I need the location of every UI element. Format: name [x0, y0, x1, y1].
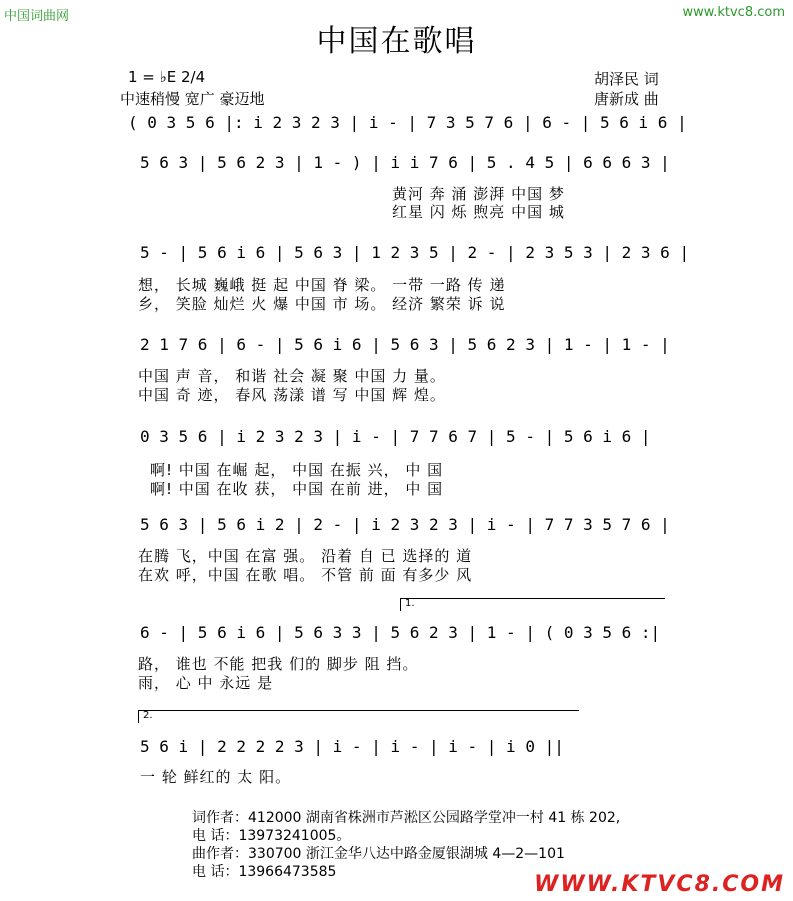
- score-row-3: 5 - | 5 6 i 6 | 5 6 3 | 1 2 3 5 | 2 - | 2 3 5 3 | 2 3 6 |: [140, 243, 690, 262]
- volta-bracket-2: [138, 710, 579, 723]
- lyric-row-3-verse-2: 乡， 笑脸 灿烂 火 爆 中国 市 场。 经济 繁荣 诉 说: [138, 295, 506, 313]
- lyricist-address: 词作者：412000 湖南省株洲市芦淞区公园路学堂冲一村 41 栋 202,: [192, 810, 621, 826]
- score-row-4: 2 1 7 6 | 6 - | 5 6 i 6 | 5 6 3 | 5 6 2 3 | 1 - | 1 - |: [140, 335, 670, 354]
- lyric-row-7-verse-2: 雨， 心 中 永远 是: [138, 674, 274, 692]
- lyric-row-4-verse-2: 中国 奇 迹， 春风 荡漾 谱 写 中国 辉 煌。: [138, 386, 446, 404]
- tempo-marking: 中速稍慢 宽广 豪迈地: [120, 90, 265, 108]
- volta-bracket-1: [400, 598, 665, 611]
- lyric-row-6-verse-1: 在腾 飞，中国 在富 强。 沿着 自 已 选择的 道: [138, 547, 473, 565]
- lyric-row-3-verse-1: 想， 长城 巍峨 挺 起 中国 脊 梁。 一带 一路 传 递: [138, 276, 506, 294]
- composer-address: 曲作者：330700 浙江金华八达中路金厦银湖城 4—2—101: [192, 846, 565, 862]
- composer-credit: 唐新成 曲: [594, 90, 659, 108]
- lyric-row-2-verse-1: 黄河 奔 涌 澎湃 中国 梦: [392, 185, 565, 203]
- lyric-row-5-verse-2: 啊! 中国 在收 获， 中国 在前 进， 中 国: [150, 480, 444, 498]
- site-name-left[interactable]: 中国词曲网: [4, 9, 70, 24]
- lyricist-credit: 胡泽民 词: [594, 70, 659, 88]
- lyric-row-5-verse-1: 啊! 中国 在崛 起， 中国 在振 兴， 中 国: [150, 461, 444, 479]
- composer-phone: 电 话：13966473585: [192, 864, 337, 880]
- volta-2-label: 2.: [143, 710, 153, 721]
- lyric-row-2-verse-2: 红星 闪 烁 煦亮 中国 城: [392, 203, 565, 221]
- score-row-6: 5 6 3 | 5 6 i 2 | 2 - | i 2 3 2 3 | i - | 7 7 3 5 7 6 |: [140, 515, 670, 534]
- lyricist-phone: 电 话：13973241005。: [192, 828, 351, 844]
- score-row-7: 6 - | 5 6 i 6 | 5 6 3 3 | 5 6 2 3 | 1 - | ( 0 3 5 6 :|: [140, 623, 661, 642]
- lyric-row-4-verse-1: 中国 声 音， 和谐 社会 凝 聚 中国 力 量。: [138, 367, 446, 385]
- score-row-5: 0 3 5 6 | i 2 3 2 3 | i - | 7 7 6 7 | 5 - | 5 6 i 6 |: [140, 427, 651, 446]
- song-title: 中国在歌唱: [316, 24, 477, 59]
- lyric-row-8-verse-1: 一 轮 鲜红的 太 阳。: [140, 768, 292, 786]
- site-url-right[interactable]: www.ktvc8.com: [682, 5, 785, 20]
- lyric-row-7-verse-1: 路， 谁也 不能 把我 们的 脚步 阻 挡。: [138, 655, 419, 673]
- key-signature: 1 = ♭E 2/4: [128, 68, 206, 86]
- score-row-8: 5 6 i | 2 2 2 2 3 | i - | i - | i - | i 0 ||: [140, 737, 564, 756]
- lyric-row-6-verse-2: 在欢 呼，中国 在歌 唱。 不管 前 面 有多少 风: [138, 566, 473, 584]
- volta-1-label: 1.: [405, 598, 415, 609]
- score-row-1: ( 0 3 5 6 |: i 2 3 2 3 | i - | 7 3 5 7 6 | 6 - | 5 6 i 6 |: [128, 113, 687, 132]
- site-watermark: WWW.KTVC8.COM: [534, 872, 785, 897]
- score-row-2: 5 6 3 | 5 6 2 3 | 1 - ) | i i 7 6 | 5 . 4 5 | 6 6 6 3 |: [140, 153, 670, 172]
